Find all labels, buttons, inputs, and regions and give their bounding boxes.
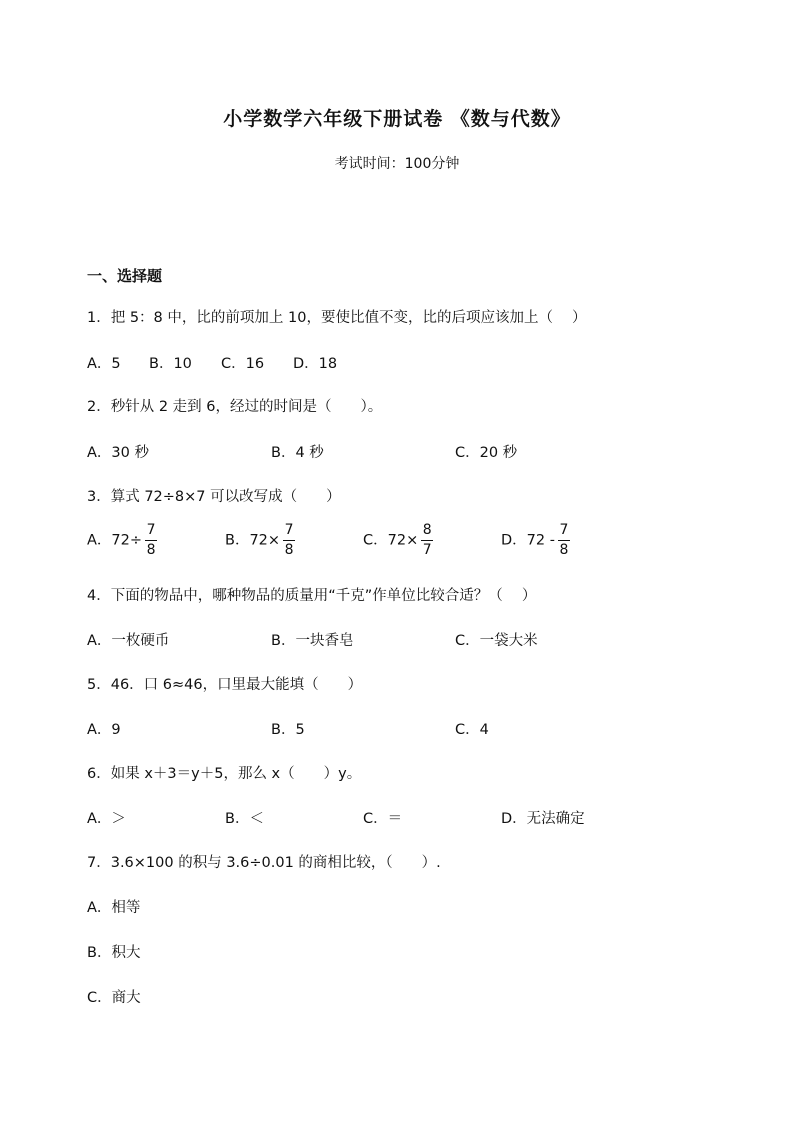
option-c: C．4 bbox=[455, 722, 489, 738]
option-c bbox=[363, 522, 433, 559]
question-7: 7．3.6×100 的积与 3.6÷0.01 的商相比较，（ ）. bbox=[87, 855, 441, 871]
fraction-bar bbox=[283, 540, 295, 541]
denominator: 8 bbox=[146, 542, 156, 558]
denominator: 8 bbox=[284, 542, 294, 558]
option-b: B．一块香皂 bbox=[271, 633, 354, 649]
numerator: 7 bbox=[284, 522, 294, 538]
fraction bbox=[145, 522, 157, 559]
question-1-options bbox=[87, 352, 707, 396]
option-b: B．4 秒 bbox=[271, 445, 324, 461]
denominator: 8 bbox=[559, 542, 569, 558]
option-a: A．9 bbox=[87, 722, 121, 738]
option-c: C．一袋大米 bbox=[455, 633, 538, 649]
numerator: 7 bbox=[146, 522, 156, 538]
numerator: 7 bbox=[559, 522, 569, 538]
question-3: 3．算式 72÷8×7 可以改写成（ ） bbox=[87, 489, 341, 505]
question-2-options bbox=[87, 441, 707, 485]
fraction-bar bbox=[145, 540, 157, 541]
option-c: C．20 秒 bbox=[455, 445, 518, 461]
exam-duration: 考试时间：100分钟 bbox=[334, 156, 460, 172]
option-a: A．30 秒 bbox=[87, 445, 149, 461]
question-5-options bbox=[87, 718, 707, 762]
question-1: 1．把 5：8 中，比的前项加上 10，要使比值不变，比的后项应该加上（ ） bbox=[87, 310, 587, 326]
question-6-options bbox=[87, 807, 707, 851]
option-d bbox=[501, 522, 570, 559]
numerator: 8 bbox=[422, 522, 432, 538]
option-a: A．一枚硬币 bbox=[87, 633, 170, 649]
question-3-options bbox=[87, 522, 707, 566]
question-2: 2．秒针从 2 走到 6，经过的时间是（ ）。 bbox=[87, 399, 383, 415]
option-prefix: D．72 - bbox=[501, 532, 555, 549]
option-b bbox=[225, 522, 295, 559]
option-c: C．商大 bbox=[87, 990, 141, 1006]
section-heading: 一、选择题 bbox=[87, 267, 163, 285]
option-d: D．无法确定 bbox=[501, 811, 585, 827]
option-d: D．18 bbox=[293, 356, 338, 372]
denominator: 7 bbox=[422, 542, 432, 558]
option-a bbox=[87, 522, 157, 559]
option-c: C．16 bbox=[221, 356, 265, 372]
fraction bbox=[283, 522, 295, 559]
option-a: A．相等 bbox=[87, 900, 141, 916]
option-prefix: C．72× bbox=[363, 532, 419, 549]
fraction-bar bbox=[421, 540, 433, 541]
fraction-bar bbox=[558, 540, 570, 541]
option-prefix: B．72× bbox=[225, 532, 281, 549]
option-prefix: A．72÷ bbox=[87, 532, 143, 549]
option-b: B．积大 bbox=[87, 945, 141, 961]
fraction bbox=[558, 522, 570, 559]
option-a: A．5 bbox=[87, 356, 121, 372]
question-6: 6．如果 x＋3＝y＋5，那么 x（ ）y。 bbox=[87, 766, 362, 782]
option-b: B．5 bbox=[271, 722, 305, 738]
page-title: 小学数学六年级下册试卷 《数与代数》 bbox=[223, 108, 571, 130]
option-b: B．10 bbox=[149, 356, 192, 372]
question-4: 4．下面的物品中，哪种物品的质量用“千克”作单位比较合适？（ ） bbox=[87, 588, 537, 604]
option-b: B．＜ bbox=[225, 811, 264, 827]
question-4-options bbox=[87, 629, 707, 673]
fraction bbox=[421, 522, 433, 559]
option-c: C．＝ bbox=[363, 811, 403, 827]
option-a: A．＞ bbox=[87, 811, 126, 827]
question-5: 5．46．口 6≈46，口里最大能填（ ） bbox=[87, 677, 363, 693]
